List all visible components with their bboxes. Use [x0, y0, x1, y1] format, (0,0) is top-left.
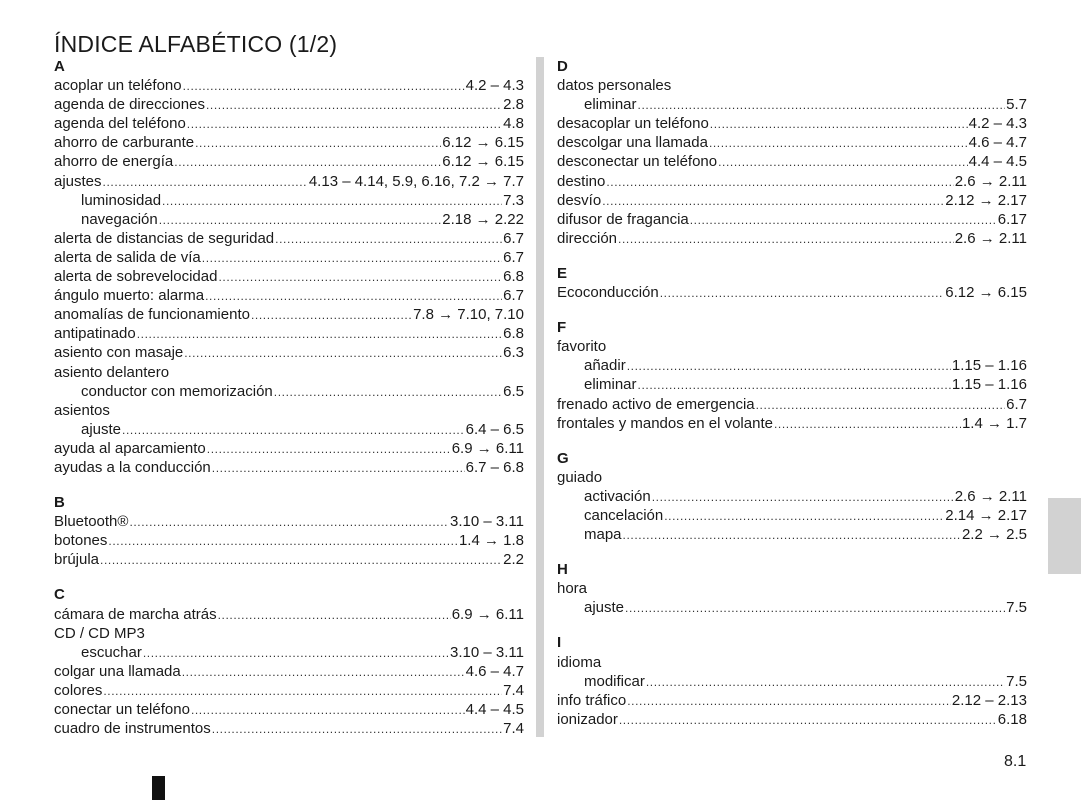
entry-term: desvío [557, 191, 602, 209]
index-subentry [54, 382, 524, 401]
entry-page-ref: 6.4 – 6.5 [465, 420, 524, 438]
entry-term: antipatinado [54, 325, 136, 343]
dot-leader [623, 526, 961, 545]
index-entry [557, 468, 1027, 487]
entry-term: acoplar un teléfono [54, 77, 182, 95]
index-entry [54, 662, 524, 681]
dot-leader [774, 415, 961, 434]
index-entry [54, 512, 524, 531]
entry-term: info tráfico [557, 691, 627, 709]
index-entry [557, 691, 1027, 710]
entry-term: desacoplar un teléfono [557, 115, 709, 133]
entry-page-ref: 6.17 [997, 210, 1027, 228]
index-entry [557, 579, 1027, 598]
dot-leader [638, 376, 951, 395]
entry-page-ref: 2.14 → 2.17 [945, 506, 1027, 524]
entry-term: ajustes [54, 172, 102, 190]
dot-leader [606, 173, 953, 192]
entry-page-ref: 4.4 – 4.5 [968, 153, 1027, 171]
entry-term: luminosidad [81, 191, 162, 209]
dot-leader [638, 96, 1006, 115]
section-letter: H [557, 561, 568, 579]
index-section [54, 493, 524, 569]
dot-leader [100, 551, 502, 570]
dot-leader [174, 153, 441, 172]
entry-page-ref: 6.9 → 6.11 [451, 605, 524, 623]
entry-term: anomalías de funcionamiento [54, 306, 250, 324]
entry-term: eliminar [584, 96, 637, 114]
entry-page-ref: 6.12 → 6.15 [945, 284, 1027, 302]
entry-page-ref: 6.7 [503, 229, 524, 247]
entry-page-ref: 2.6 → 2.11 [954, 172, 1027, 190]
index-column-right [557, 57, 1027, 745]
entry-term: Ecoconducción [557, 284, 659, 302]
entry-page-ref: 7.5 [1006, 672, 1027, 690]
index-entry [557, 172, 1027, 191]
entry-term: ajuste [81, 420, 122, 438]
index-entry [557, 653, 1027, 672]
dot-leader [218, 606, 451, 625]
section-letter: A [54, 58, 65, 75]
entry-term: ahorro de energía [54, 153, 174, 171]
index-subentry [54, 420, 524, 439]
entry-term: cámara de marcha atrás [54, 605, 217, 623]
index-subentry [557, 506, 1027, 525]
dot-leader [207, 440, 451, 459]
entry-page-ref: 3.10 – 3.11 [450, 643, 524, 661]
dot-leader [664, 507, 944, 526]
dot-leader [137, 325, 502, 344]
index-column-left [54, 57, 524, 754]
index-entry [557, 114, 1027, 133]
entry-page-ref: 1.4 → 1.7 [961, 414, 1027, 432]
index-entry [557, 283, 1027, 302]
entry-page-ref: 4.13 – 4.14, 5.9, 6.16, 7.2 → 7.7 [308, 172, 524, 190]
dot-leader [182, 663, 465, 682]
entry-term: frenado activo de emergencia [557, 395, 755, 413]
entry-term: alerta de distancias de seguridad [54, 229, 275, 247]
entry-page-ref: 6.12 → 6.15 [442, 134, 524, 152]
entry-page-ref: 2.2 [503, 551, 524, 569]
index-entry [54, 719, 524, 738]
dot-leader [275, 230, 502, 249]
entry-page-ref: 7.8 → 7.10, 7.10 [413, 306, 524, 324]
section-letter: G [557, 449, 569, 467]
dot-leader [660, 284, 945, 303]
index-section [557, 560, 1027, 617]
dot-leader [652, 488, 954, 507]
index-entry [54, 248, 524, 267]
entry-page-ref: 7.4 [503, 720, 524, 738]
entry-page-ref: 4.4 – 4.5 [465, 701, 524, 718]
index-entry [54, 700, 524, 719]
entry-term: favorito [557, 338, 607, 356]
entry-page-ref: 4.2 – 4.3 [465, 77, 524, 95]
index-entry [54, 76, 524, 95]
index-entry [557, 76, 1027, 95]
index-section [557, 57, 1027, 248]
index-subentry [54, 643, 524, 662]
entry-page-ref: 5.7 [1006, 96, 1027, 114]
index-subentry [557, 95, 1027, 114]
dot-leader [195, 134, 441, 153]
entry-term: cuadro de instrumentos [54, 720, 211, 738]
entry-term: cancelación [584, 506, 664, 524]
index-entry [54, 152, 524, 171]
dot-leader [184, 344, 502, 363]
dot-leader [159, 211, 442, 230]
dot-leader [108, 532, 458, 551]
entry-term: colgar una llamada [54, 662, 181, 680]
entry-term: datos personales [557, 77, 672, 95]
index-entry [557, 337, 1027, 356]
entry-page-ref: 3.10 – 3.11 [450, 513, 524, 531]
index-entry [557, 395, 1027, 414]
entry-page-ref: 2.6 → 2.11 [954, 229, 1027, 247]
dot-leader [143, 644, 449, 663]
entry-term: conductor con memorización [81, 382, 273, 400]
entry-term: descolgar una llamada [557, 134, 708, 152]
section-letter: I [557, 634, 562, 652]
entry-term: ayudas a la conducción [54, 458, 211, 476]
entry-term: destino [557, 172, 606, 190]
entry-page-ref: 1.15 – 1.16 [951, 357, 1027, 375]
section-letter: C [54, 586, 65, 604]
index-subentry [54, 210, 524, 229]
index-entry [54, 531, 524, 550]
index-entry [54, 550, 524, 569]
dot-leader [202, 249, 502, 268]
index-entry [54, 458, 524, 477]
entry-term: navegación [81, 210, 158, 228]
dot-leader [602, 192, 944, 211]
index-entry [54, 343, 524, 362]
dot-leader [625, 599, 1005, 618]
index-section [557, 633, 1027, 728]
entry-term: activación [584, 487, 651, 505]
dot-leader [129, 513, 449, 532]
dot-leader [718, 153, 967, 172]
index-entry [54, 605, 524, 624]
entry-term: asiento delantero [54, 363, 170, 381]
entry-term: añadir [584, 357, 626, 375]
dot-leader [756, 396, 1006, 415]
entry-page-ref: 2.12 → 2.17 [945, 191, 1027, 209]
entry-page-ref: 6.9 → 6.11 [451, 439, 524, 457]
page-number: 8.1 [1004, 753, 1027, 770]
entry-page-ref: 4.6 – 4.7 [968, 134, 1027, 152]
index-entry [54, 229, 524, 248]
dot-leader [103, 682, 502, 701]
dot-leader [627, 692, 951, 711]
entry-term: alerta de salida de vía [54, 248, 201, 266]
index-section [557, 318, 1027, 433]
index-entry [54, 305, 524, 324]
section-letter: F [557, 319, 567, 337]
edge-mark [152, 776, 165, 800]
dot-leader [122, 421, 465, 440]
dot-leader [709, 134, 968, 153]
entry-term: CD / CD MP3 [54, 624, 145, 642]
entry-page-ref: 1.15 – 1.16 [951, 376, 1027, 394]
entry-term: ahorro de carburante [54, 134, 195, 152]
entry-page-ref: 6.8 [503, 325, 524, 343]
dot-leader [191, 701, 465, 720]
entry-page-ref: 7.4 [503, 681, 524, 699]
entry-term: ajuste [584, 599, 625, 617]
entry-term: guiado [557, 468, 603, 486]
index-subentry [557, 598, 1027, 617]
dot-leader [187, 115, 502, 134]
index-entry [54, 439, 524, 458]
page-title: ÍNDICE ALFABÉTICO (1/2) [54, 31, 338, 58]
entry-term: brújula [54, 551, 100, 569]
index-subentry [54, 191, 524, 210]
entry-term: conectar un teléfono [54, 701, 190, 718]
index-entry [557, 210, 1027, 229]
entry-term: frontales y mandos en el volante [557, 414, 773, 432]
entry-term: botones [54, 532, 108, 550]
entry-page-ref: 4.6 – 4.7 [465, 662, 524, 680]
index-subentry [557, 525, 1027, 544]
dot-leader [619, 711, 997, 730]
index-entry [557, 191, 1027, 210]
dot-leader [218, 268, 502, 287]
index-entry [557, 414, 1027, 433]
entry-term: Bluetooth® [54, 513, 129, 531]
entry-page-ref: 2.18 → 2.22 [442, 210, 524, 228]
entry-page-ref: 6.8 [503, 268, 524, 286]
dot-leader [162, 192, 502, 211]
index-entry [557, 152, 1027, 171]
dot-leader [618, 230, 954, 249]
section-letter: B [54, 494, 65, 512]
dot-leader [627, 357, 951, 376]
index-entry [54, 624, 524, 643]
entry-term: asiento con masaje [54, 344, 184, 362]
index-subentry [557, 356, 1027, 375]
dot-leader [212, 459, 465, 478]
entry-page-ref: 2.6 → 2.11 [954, 487, 1027, 505]
dot-leader [206, 96, 502, 115]
dot-leader [103, 173, 308, 192]
index-entry [54, 324, 524, 343]
entry-term: hora [557, 580, 588, 598]
entry-page-ref: 6.12 → 6.15 [442, 153, 524, 171]
dot-leader [205, 287, 502, 306]
entry-page-ref: 4.2 – 4.3 [968, 115, 1027, 133]
entry-term: ayuda al aparcamiento [54, 439, 206, 457]
entry-term: escuchar [81, 643, 142, 661]
entry-page-ref: 7.5 [1006, 599, 1027, 617]
entry-page-ref: 2.2 → 2.5 [961, 526, 1027, 544]
index-section [54, 57, 524, 477]
index-section [54, 585, 524, 738]
entry-page-ref: 6.7 [503, 248, 524, 266]
index-section [557, 449, 1027, 544]
index-entry [54, 133, 524, 152]
entry-page-ref: 7.3 [503, 191, 524, 209]
entry-page-ref: 6.7 [1006, 395, 1027, 413]
entry-page-ref: 2.12 – 2.13 [951, 691, 1027, 709]
entry-term: alerta de sobrevelocidad [54, 268, 218, 286]
entry-term: ángulo muerto: alarma [54, 287, 205, 305]
entry-term: idioma [557, 653, 602, 671]
index-entry [557, 229, 1027, 248]
section-letter: E [557, 264, 568, 282]
entry-page-ref: 2.8 [503, 96, 524, 114]
index-entry [557, 133, 1027, 152]
entry-page-ref: 1.4 → 1.8 [458, 532, 524, 550]
entry-term: agenda de direcciones [54, 96, 205, 114]
entry-term: desconectar un teléfono [557, 153, 718, 171]
entry-term: colores [54, 681, 103, 699]
dot-leader [251, 306, 412, 325]
entry-term: ionizador [557, 710, 618, 728]
index-entry [54, 363, 524, 382]
entry-page-ref: 6.7 [503, 287, 524, 305]
dot-leader [710, 115, 968, 134]
dot-leader [212, 720, 502, 739]
index-subentry [557, 672, 1027, 691]
index-entry [54, 95, 524, 114]
index-entry [54, 681, 524, 700]
index-entry [54, 286, 524, 305]
entry-page-ref: 4.8 [503, 115, 524, 133]
entry-term: difusor de fragancia [557, 210, 689, 228]
entry-term: modificar [584, 672, 645, 690]
index-entry [557, 710, 1027, 729]
index-entry [54, 267, 524, 286]
entry-term: agenda del teléfono [54, 115, 186, 133]
index-entry [54, 114, 524, 133]
index-section [557, 264, 1027, 302]
index-subentry [557, 375, 1027, 394]
index-entry [54, 172, 524, 191]
dot-leader [274, 383, 502, 402]
section-letter: D [557, 58, 568, 75]
entry-page-ref: 6.7 – 6.8 [465, 458, 524, 476]
dot-leader [690, 211, 997, 230]
column-divider [536, 57, 544, 737]
index-entry [54, 401, 524, 420]
entry-term: dirección [557, 229, 618, 247]
entry-term: eliminar [584, 376, 637, 394]
entry-page-ref: 6.3 [503, 344, 524, 362]
chapter-tab [1048, 498, 1081, 574]
entry-page-ref: 6.5 [503, 382, 524, 400]
entry-term: mapa [584, 526, 622, 544]
dot-leader [646, 673, 1005, 692]
index-subentry [557, 487, 1027, 506]
entry-term: asientos [54, 401, 110, 419]
entry-page-ref: 6.18 [997, 710, 1027, 728]
dot-leader [183, 77, 465, 96]
